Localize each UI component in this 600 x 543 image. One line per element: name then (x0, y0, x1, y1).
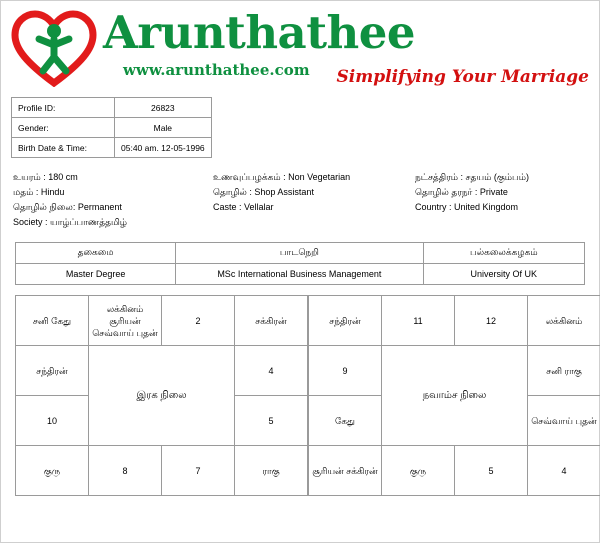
navamsa-cell-16: 4 (528, 446, 600, 496)
table-row (16, 264, 585, 285)
birth-datetime-label: Birth Date & Time: (12, 138, 115, 158)
detail-food-habit: உணவுப்பழக்கம் : Non Vegetarian (213, 172, 351, 182)
table-row (12, 138, 212, 158)
navamsa-cell-12: செவ்வாய் புதன் (528, 396, 600, 446)
details-column-3 (415, 170, 591, 230)
navamsa-cell-9: கேது (309, 396, 382, 446)
rasi-chart-title: இரக நிலை (89, 346, 235, 446)
rasi-cell-16: ராகு (235, 446, 308, 496)
profile-id-value: 26823 (115, 98, 212, 118)
education-university-header: பல்கலைக்கழகம் (423, 243, 584, 264)
details-column-2 (213, 170, 415, 230)
chart-row (16, 446, 308, 496)
detail-society: Society : யாழ்ப்பாணத்தமிழ் (13, 217, 128, 227)
chart-row (309, 346, 600, 396)
education-qualification-value: Master Degree (16, 264, 176, 285)
birth-datetime-value: 05:40 am. 12-05-1996 (115, 138, 212, 158)
education-course-header: பாடநெறி (176, 243, 423, 264)
rasi-cell-2: லக்கினம் சூரியன் செவ்வாய் புதன் (89, 296, 162, 346)
table-header-row (16, 243, 585, 264)
heart-person-logo-icon (9, 9, 99, 87)
rasi-cell-5: சந்திரன் (16, 346, 89, 396)
chart-row (16, 346, 308, 396)
navamsa-chart (308, 295, 600, 496)
rasi-chart (15, 295, 308, 496)
rasi-cell-15: 7 (162, 446, 235, 496)
rasi-cell-9: 10 (16, 396, 89, 446)
navamsa-chart-title: நவாம்ச நிலை (382, 346, 528, 446)
brand-block (99, 7, 591, 89)
table-row (12, 98, 212, 118)
horoscope-charts (15, 295, 597, 496)
table-row (12, 118, 212, 138)
navamsa-cell-3: 12 (455, 296, 528, 346)
navamsa-cell-15: 5 (455, 446, 528, 496)
navamsa-cell-4: லக்கினம் (528, 296, 600, 346)
details-column-1 (13, 170, 213, 230)
rasi-cell-8: 4 (235, 346, 308, 396)
profile-summary-table (11, 97, 212, 158)
navamsa-cell-2: 11 (382, 296, 455, 346)
brand-url[interactable]: www.arunthathee.com (123, 61, 310, 79)
rasi-cell-4: சக்கிரன் (235, 296, 308, 346)
chart-row (309, 446, 600, 496)
detail-religion: மதம் : Hindu (13, 187, 65, 197)
chart-row (309, 296, 600, 346)
rasi-cell-12: 5 (235, 396, 308, 446)
detail-job-status: தொழில் நிலை: Permanent (13, 202, 122, 212)
detail-star: நட்சத்திரம் : சதயம் (கும்பம்) (415, 172, 529, 182)
profile-details (13, 170, 591, 230)
rasi-cell-1: சனி கேது (16, 296, 89, 346)
education-table (15, 242, 585, 285)
gender-value: Male (115, 118, 212, 138)
brand-name: Arunthathee (103, 6, 415, 59)
rasi-cell-13: குரு (16, 446, 89, 496)
navamsa-cell-8: சனி ராகு (528, 346, 600, 396)
rasi-cell-3: 2 (162, 296, 235, 346)
chart-row (16, 296, 308, 346)
detail-caste: Caste : Vellalar (213, 202, 274, 212)
detail-job-sector: தொழில் தரநர் : Private (415, 187, 508, 197)
navamsa-cell-5: 9 (309, 346, 382, 396)
detail-height: உயரம் : 180 cm (13, 172, 78, 182)
brand-tagline: Simplifying Your Marriage (336, 67, 589, 87)
detail-country: Country : United Kingdom (415, 202, 519, 212)
education-qualification-header: தகைமை (16, 243, 176, 264)
rasi-cell-14: 8 (89, 446, 162, 496)
footer-spacer (1, 496, 599, 510)
navamsa-cell-1: சந்திரன் (309, 296, 382, 346)
detail-occupation: தொழில் : Shop Assistant (213, 187, 314, 197)
navamsa-cell-14: குரு (382, 446, 455, 496)
education-course-value: MSc International Business Management (176, 264, 423, 285)
navamsa-cell-13: சூரியன் சக்கிரன் (309, 446, 382, 496)
education-university-value: University Of UK (423, 264, 584, 285)
profile-id-label: Profile ID: (12, 98, 115, 118)
gender-label: Gender: (12, 118, 115, 138)
document-header (1, 1, 599, 93)
